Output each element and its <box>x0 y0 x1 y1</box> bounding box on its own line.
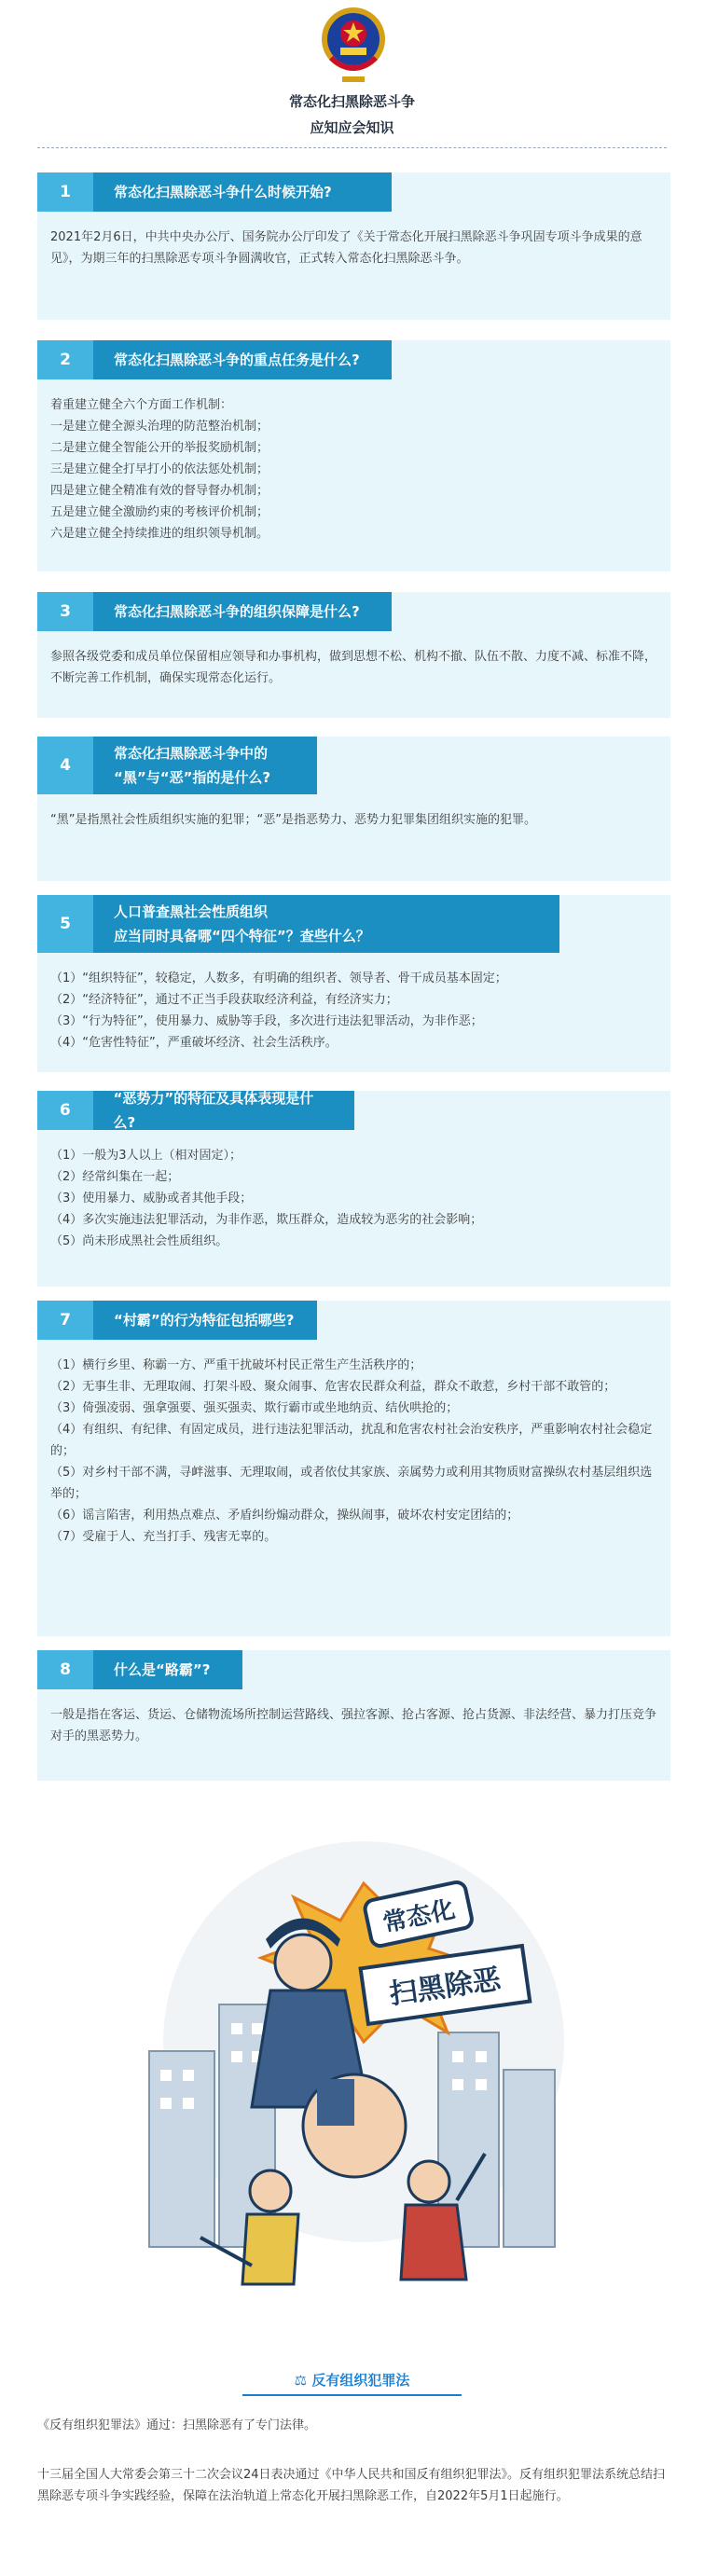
section-number: 5 <box>37 895 93 953</box>
illustration-label-top: 常态化 <box>380 1895 458 1938</box>
section-number: 4 <box>37 737 93 794</box>
section-2 <box>37 340 670 572</box>
section-3 <box>37 592 670 718</box>
section-number: 8 <box>37 1650 93 1689</box>
scales-icon: ⚖ <box>294 2372 312 2389</box>
police-emblem-icon <box>320 2 387 88</box>
crackdown-illustration <box>131 1799 573 2326</box>
section-title: 常态化扫黑除恶斗争什么时候开始? <box>114 184 332 200</box>
section-8-header <box>37 1650 242 1689</box>
section-7-header <box>37 1301 317 1340</box>
section-title: 常态化扫黑除恶斗争的组织保障是什么? <box>114 603 360 620</box>
section-number: 7 <box>37 1301 93 1340</box>
section-number: 3 <box>37 592 93 631</box>
illustration-label-sign: 扫黑除恶 <box>387 1963 504 2012</box>
law-paragraph-2: 十三届全国人大常委会第三十二次会议24日表决通过《中华人民共和国反有组织犯罪法》。反有组织犯罪法系统总结扫黑除恶专项斗争实践经验，保障在法治轨道上常态化开展扫黑除恶工作，自2022年5月1日起施行。 <box>37 2468 666 2503</box>
law-title: ⚖ 反有组织犯罪法 <box>294 2372 410 2389</box>
section-6 <box>37 1091 670 1287</box>
section-5 <box>37 895 670 1072</box>
section-1 <box>37 172 670 320</box>
section-title: “恶势力”的特征及具体表现是什么? <box>113 1090 314 1131</box>
section-4 <box>37 737 670 881</box>
section-8 <box>37 1650 670 1781</box>
law-title-underline <box>242 2394 462 2396</box>
section-body: （1）横行乡里、称霸一方、严重干扰破坏村民正常生产生活秩序的； （2）无事生非、无理取闹、打架斗殴、聚众闹事、危害农民群众利益，群众不敢惹，乡村干部不敢管的； （3）倚强凌弱、强拿强要、强买强卖、欺行霸市或坐地纳贡、结伙哄抢的； （4）有组织、有纪律、有固定成员，进行违法犯罪活动，扰乱和危害农村社会治安秩序，严重影响农村社会稳定的； （5）对乡村干部不满，寻衅滋事、无理取闹，或者依仗其家族、亲属势力或利用其物质财富操纵农村基层组织选举的； （6）谣言陷害，利用热点难点、矛盾纠纷煽动群众，操纵闹事，破坏农村安定团结的； （7）受雇于人、充当打手、残害无辜的。 <box>50 1358 653 1544</box>
section-body: （1）“组织特征”，较稳定，人数多，有明确的组织者、领导者、骨干成员基本固定； （2）“经济特征”，通过不正当手段获取经济利益，有经济实力； （3）“行为特征”，使用暴力、威胁等手段，多次进行违法犯罪活动，为非作恶； （4）“危害性特征”，严重破坏经济、社会生活秩序。 <box>50 971 507 1050</box>
section-number: 2 <box>37 340 93 379</box>
section-7 <box>37 1301 670 1636</box>
section-body: 参照各级党委和成员单位保留相应领导和办事机构，做到思想不松、机构不撤、队伍不散、力度不减、标准不降，不断完善工作机制，确保实现常态化运行。 <box>50 650 657 685</box>
section-body: （1）一般为3人以上（相对固定）； （2）经常纠集在一起； （3）使用暴力、威胁或者其他手段； （4）多次实施违法犯罪活动，为非作恶，欺压群众，造成较为恶劣的社会影响； （5）尚未形成黑社会性质组织。 <box>50 1149 483 1248</box>
section-number: 1 <box>37 172 93 212</box>
section-1-header <box>37 172 392 212</box>
section-5-header <box>37 895 559 953</box>
page-subtitle: 应知应会知识 <box>310 119 394 136</box>
section-body: 2021年2月6日，中共中央办公厅、国务院办公厅印发了《关于常态化开展扫黑除恶斗争巩固专项斗争成果的意见》，为期三年的扫黑除恶专项斗争圆满收官，正式转入常态化扫黑除恶斗争。 <box>50 230 642 266</box>
section-title: 人口普查黑社会性质组织 应当同时具备哪“四个特征”？查些什么？ <box>114 903 370 944</box>
section-title: “村霸”的行为特征包括哪些? <box>114 1312 295 1329</box>
section-6-header <box>37 1091 354 1130</box>
section-title: 常态化扫黑除恶斗争中的 “黑”与“恶”指的是什么? <box>114 745 271 786</box>
section-body: 着重建立健全六个方面工作机制： 一是建立健全源头治理的防范整治机制； 二是建立健全智能公开的举报奖励机制； 三是建立健全打早打小的依法惩处机制； 四是建立健全精准有效的督导督办机制； 五是建立健全激励约束的考核评价机制； 六是建立健全持续推进的组织领导机制。 <box>50 398 269 541</box>
section-title: 常态化扫黑除恶斗争的重点任务是什么? <box>114 351 360 368</box>
section-title: 什么是“路霸”? <box>114 1661 211 1678</box>
section-body: 一般是指在客运、货运、仓储物流场所控制运营路线、强拉客源、抢占客源、抢占货源、非法经营、暴力打压竞争对手的黑恶势力。 <box>50 1708 657 1743</box>
section-number: 6 <box>37 1091 93 1130</box>
section-4-header <box>37 737 317 794</box>
section-2-header <box>37 340 392 379</box>
law-paragraph-1: 《反有组织犯罪法》通过：扫黑除恶有了专门法律。 <box>37 2418 317 2432</box>
section-body: “黑”是指黑社会性质组织实施的犯罪；“恶”是指恶势力、恶势力犯罪集团组织实施的犯罪。 <box>50 813 536 827</box>
title-divider <box>37 147 667 148</box>
section-3-header <box>37 592 392 631</box>
page-title: 常态化扫黑除恶斗争 <box>288 93 415 110</box>
